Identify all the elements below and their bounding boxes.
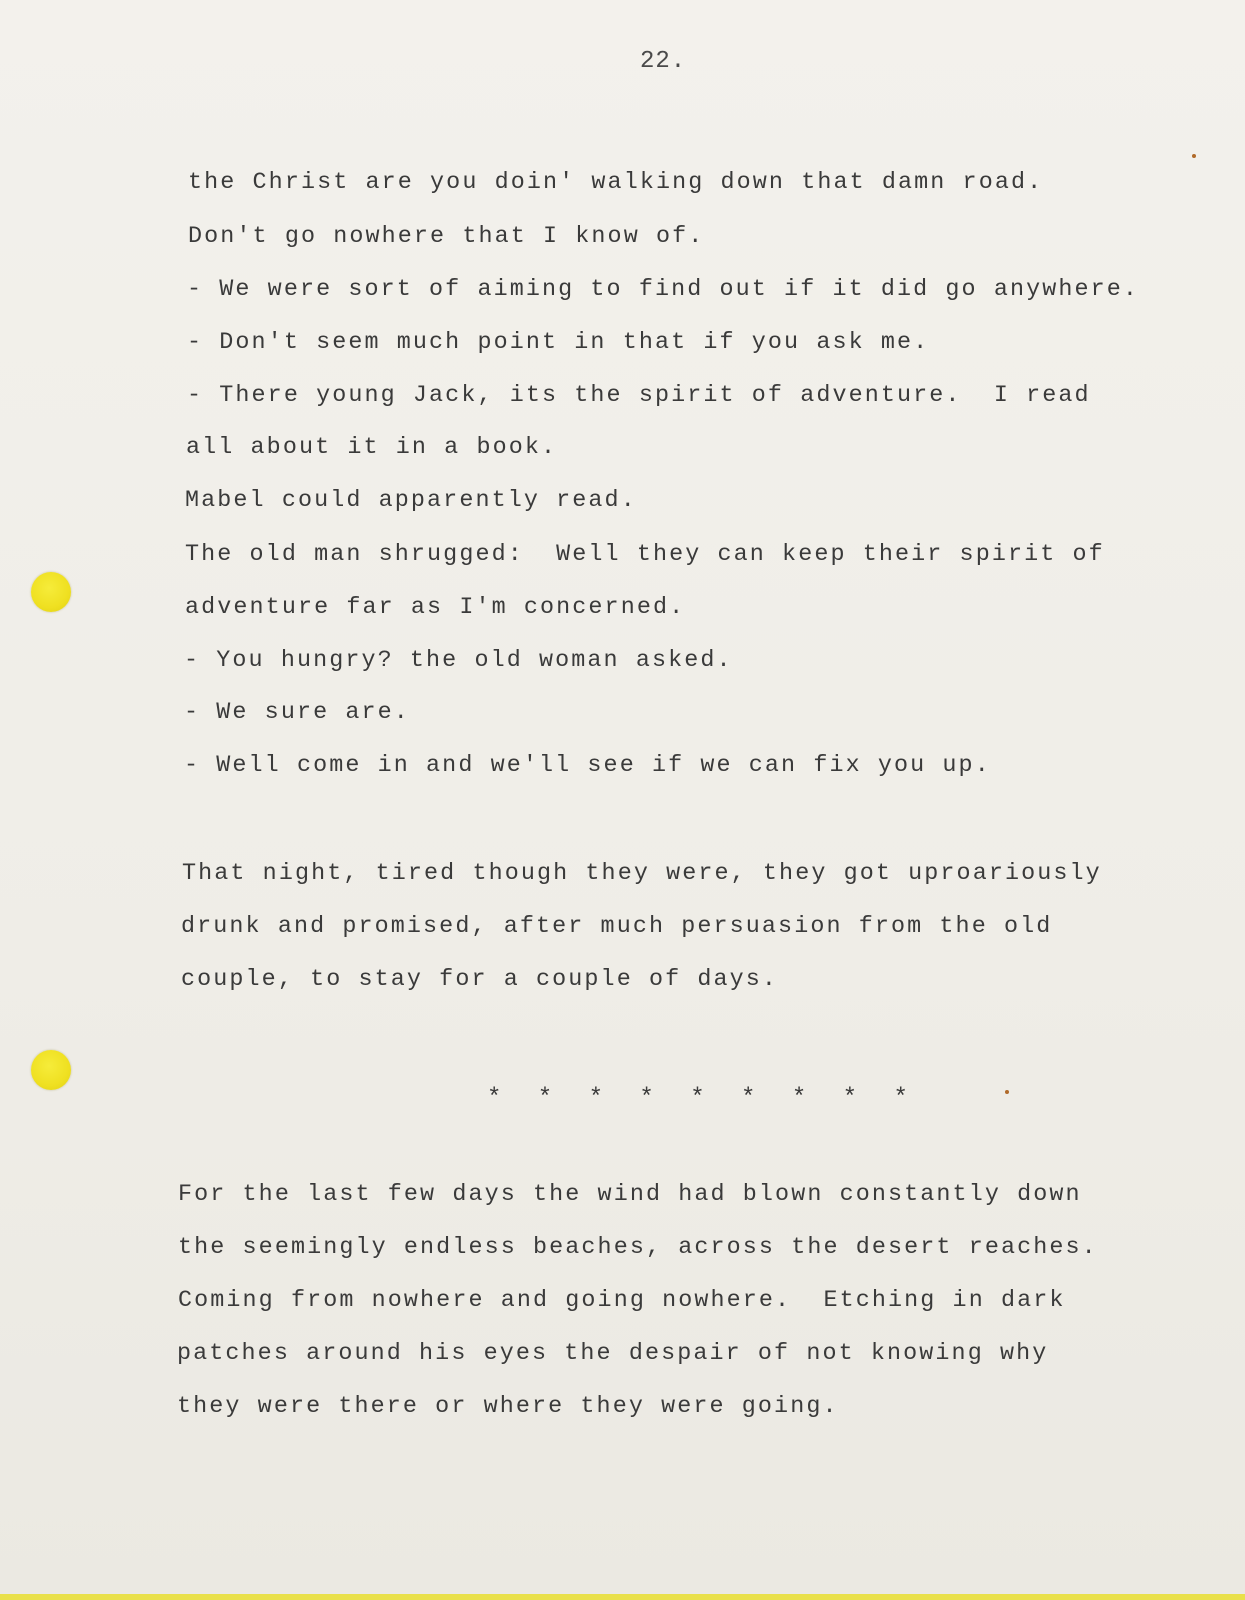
binder-hole (31, 572, 71, 612)
text-line: patches around his eyes the despair of not knowing why (177, 1341, 1049, 1367)
text-line: Don't go nowhere that I know of. (188, 224, 705, 250)
text-line: Mabel could apparently read. (185, 488, 637, 514)
text-line: the seemingly endless beaches, across the desert reaches. (178, 1235, 1098, 1261)
text-line: For the last few days the wind had blown constantly down (178, 1182, 1082, 1208)
text-line: Coming from nowhere and going nowhere. Etching in dark (178, 1288, 1066, 1314)
page-number: 22. (640, 48, 687, 75)
paper-speck (1005, 1090, 1009, 1094)
text-line: - Well come in and we'll see if we can fix you up. (184, 753, 991, 779)
text-line: - We sure are. (184, 700, 410, 726)
text-line: - We were sort of aiming to find out if it did go anywhere. (187, 277, 1140, 303)
text-line: - Don't seem much point in that if you ask me. (187, 330, 930, 356)
text-line: - You hungry? the old woman asked. (184, 648, 733, 674)
text-line: The old man shrugged: Well they can keep their spirit of (185, 542, 1105, 568)
section-separator: * * * * * * * * * (487, 1085, 919, 1112)
text-line: drunk and promised, after much persuasion from the old (181, 914, 1053, 940)
binder-hole (31, 1050, 71, 1090)
text-line: That night, tired though they were, they got uproariously (182, 861, 1102, 887)
text-line: all about it in a book. (186, 435, 558, 461)
folder-edge (0, 1594, 1245, 1600)
paper-speck (1192, 154, 1196, 158)
text-line: adventure far as I'm concerned. (185, 595, 686, 621)
text-line: - There young Jack, its the spirit of adventure. I read (187, 383, 1091, 409)
text-line: they were there or where they were going. (177, 1394, 839, 1420)
text-line: couple, to stay for a couple of days. (181, 967, 779, 993)
text-line: the Christ are you doin' walking down that damn road. (188, 170, 1044, 196)
